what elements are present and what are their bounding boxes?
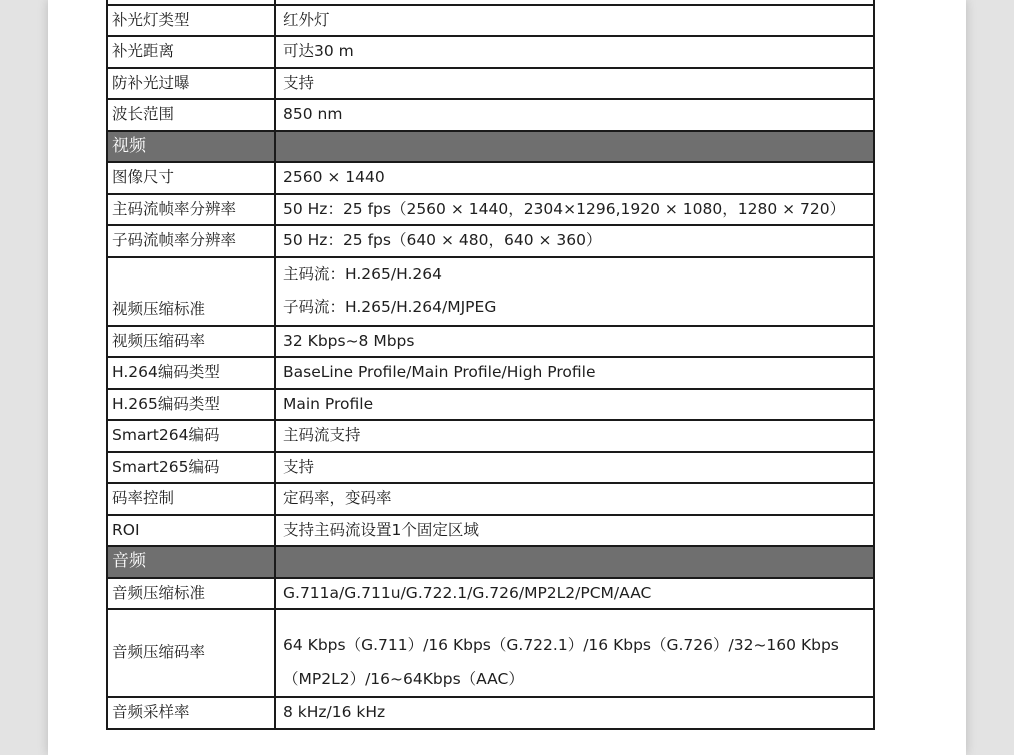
spec-row [107, 609, 874, 697]
section-header-row [107, 131, 874, 163]
section-title: 音频 [107, 546, 275, 578]
spec-label: 图像尺寸 [107, 162, 275, 194]
spec-value: 850 nm [275, 99, 874, 131]
spec-label: H.265编码类型 [107, 389, 275, 421]
spec-value: 8 kHz/16 kHz [275, 697, 874, 729]
spec-value-line: 子码流：H.265/H.264/MJPEG [283, 298, 497, 316]
spec-label: 音频压缩标准 [107, 578, 275, 610]
section-title: 视频 [107, 131, 275, 163]
spec-value: Main Profile [275, 389, 874, 421]
spec-row [107, 5, 874, 37]
spec-value: 支持 [275, 452, 874, 484]
spec-label: 主码流帧率分辨率 [107, 194, 275, 226]
spec-row [107, 697, 874, 729]
spec-label: 码率控制 [107, 483, 275, 515]
spec-row [107, 36, 874, 68]
spec-value: 50 Hz：25 fps（2560 × 1440，2304×1296,1920 × 1080，1280 × 720） [275, 194, 874, 226]
spec-label: 子码流帧率分辨率 [107, 225, 275, 257]
section-header-row [107, 546, 874, 578]
spec-label: 视频压缩标准 [107, 257, 275, 326]
spec-value: 可达30 m [275, 36, 874, 68]
spec-value: BaseLine Profile/Main Profile/High Profile [275, 357, 874, 389]
spec-value: 32 Kbps~8 Mbps [275, 326, 874, 358]
spec-label: 防补光过曝 [107, 68, 275, 100]
spec-table [106, 0, 875, 730]
spec-value: 定码率，变码率 [275, 483, 874, 515]
spec-value: G.711a/G.711u/G.722.1/G.726/MP2L2/PCM/AAC [275, 578, 874, 610]
spec-row [107, 257, 874, 326]
spec-value [275, 257, 874, 326]
spec-value: 红外灯 [275, 5, 874, 37]
spec-row [107, 389, 874, 421]
spec-row [107, 68, 874, 100]
section-filler [275, 131, 874, 163]
spec-row [107, 162, 874, 194]
spec-label: ROI [107, 515, 275, 547]
spec-label: 补光灯类型 [107, 5, 275, 37]
spec-row [107, 578, 874, 610]
spec-label: 音频采样率 [107, 697, 275, 729]
spec-value-line: 主码流：H.265/H.264 [283, 264, 443, 283]
spec-value: 64 Kbps（G.711）/16 Kbps（G.722.1）/16 Kbps（G.726）/32~160 Kbps（MP2L2）/16~64Kbps（AAC） [275, 609, 874, 697]
spec-label: Smart265编码 [107, 452, 275, 484]
spec-value: 主码流支持 [275, 420, 874, 452]
spec-row [107, 483, 874, 515]
spec-label: Smart264编码 [107, 420, 275, 452]
spec-row [107, 99, 874, 131]
spec-label: H.264编码类型 [107, 357, 275, 389]
spec-label: 波长范围 [107, 99, 275, 131]
spec-row [107, 194, 874, 226]
spec-value: 2560 × 1440 [275, 162, 874, 194]
section-filler [275, 546, 874, 578]
spec-row [107, 452, 874, 484]
spec-table-body [107, 0, 874, 729]
spec-label: 音频压缩码率 [107, 609, 275, 697]
spec-value: 支持主码流设置1个固定区域 [275, 515, 874, 547]
spec-label: 补光距离 [107, 36, 275, 68]
spec-value: 50 Hz：25 fps（640 × 480，640 × 360） [275, 225, 874, 257]
spec-row [107, 326, 874, 358]
spec-label: 视频压缩码率 [107, 326, 275, 358]
spec-row [107, 420, 874, 452]
spec-row [107, 357, 874, 389]
spec-value: 支持 [275, 68, 874, 100]
spec-row [107, 515, 874, 547]
spec-row [107, 225, 874, 257]
